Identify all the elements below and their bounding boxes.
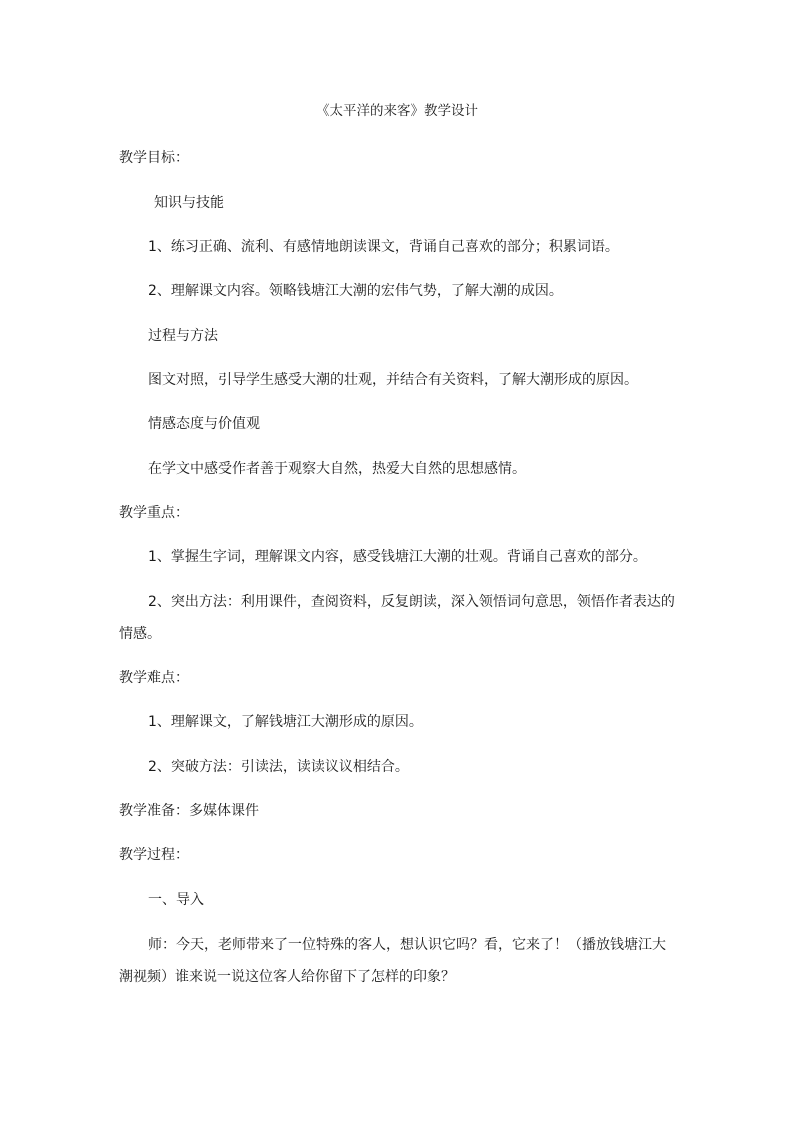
process-text: 图文对照，引导学生感受大潮的壮观，并结合有关资料，了解大潮形成的原因。 <box>148 372 638 388</box>
emotion-text: 在学文中感受作者善于观察大自然，热爱大自然的思想感情。 <box>148 461 526 477</box>
process-steps-heading: 教学过程： <box>119 847 189 863</box>
preparation-line: 教学准备：多媒体课件 <box>119 803 259 819</box>
objectives-heading: 教学目标： <box>119 150 189 166</box>
emotion-heading: 情感态度与价值观 <box>148 416 260 432</box>
key-points-heading: 教学重点： <box>119 505 189 521</box>
step-1-heading: 一、导入 <box>148 892 204 908</box>
difficulties-heading: 教学难点： <box>119 670 189 686</box>
document-title: 《太平洋的来客》教学设计 <box>316 103 478 119</box>
objective-item-1: 1、练习正确、流利、有感情地朗读课文，背诵自己喜欢的部分；积累词语。 <box>148 239 619 255</box>
process-heading: 过程与方法 <box>148 328 218 344</box>
key-point-item-2: 2、突出方法：利用课件，查阅资料，反复朗读，深入领悟词句意思，领悟作者表达的情感。 <box>119 594 675 642</box>
key-point-item-1: 1、掌握生字词，理解课文内容，感受钱塘江大潮的壮观。背诵自己喜欢的部分。 <box>148 549 647 565</box>
step-1-text: 师：今天，老师带来了一位特殊的客人，想认识它吗？看，它来了！（播放钱塘江大潮视频）谁来说一说这位客人给你留下了怎样的印象？ <box>119 937 666 985</box>
difficulty-item-1: 1、理解课文，了解钱塘江大潮形成的原因。 <box>148 714 423 730</box>
objective-item-2: 2、理解课文内容。领略钱塘江大潮的宏伟气势，了解大潮的成因。 <box>148 283 563 299</box>
difficulty-item-2: 2、突破方法：引读法，读读议议相结合。 <box>148 759 409 775</box>
knowledge-heading: 知识与技能 <box>154 195 224 211</box>
